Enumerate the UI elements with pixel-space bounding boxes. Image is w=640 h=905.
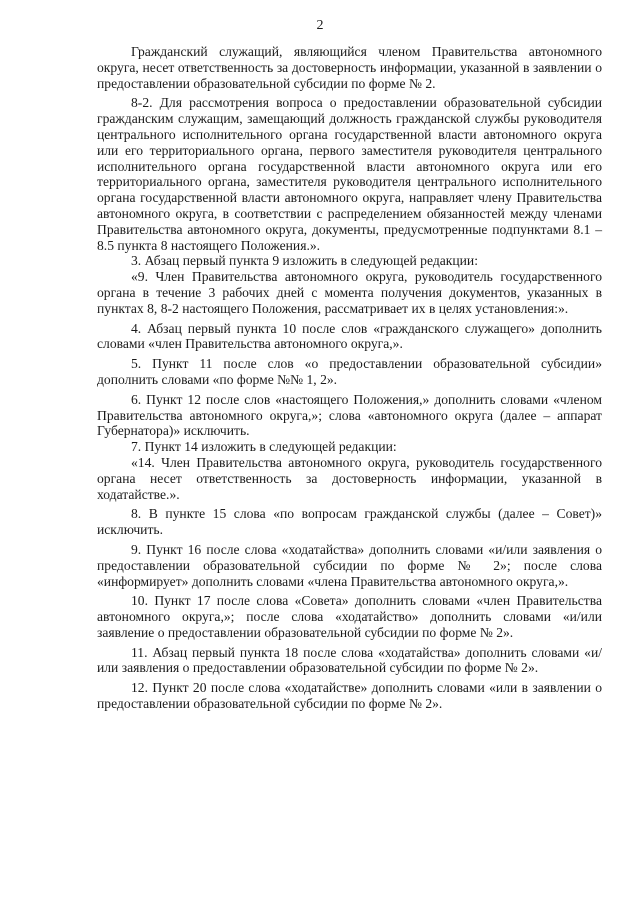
paragraph-amendment-4: 4. Абзац первый пункта 10 после слов «гражданского служащего» дополнить словами «член Правительства автономного округа,». (97, 320, 602, 352)
paragraph-amendment-11: 11. Абзац первый пункта 18 после слова «ходатайства» дополнить словами «и/или заявления о предоставлении образовательной субсидии по форме № 2». (97, 644, 602, 676)
document-body (97, 44, 602, 712)
page-number: 2 (316, 18, 324, 33)
paragraph-amendment-7: 7. Пункт 14 изложить в следующей редакции: (131, 439, 397, 455)
paragraph-point-14-text: «14. Член Правительства автономного округа, руководитель государственного органа несет ответственность за достоверность информации, указанной в ходатайстве.». (97, 454, 602, 502)
paragraph-amendment-3: 3. Абзац первый пункта 9 изложить в следующей редакции: (131, 253, 478, 269)
paragraph-civil-servant-responsibility: Гражданский служащий, являющийся членом Правительства автономного округа, несет ответственность за достоверность информации, указанной в заявлении о предоставлении образовательной субсидии по форме № 2. (97, 44, 602, 91)
paragraph-point-9-text: «9. Член Правительства автономного округа, руководитель государственного органа в течение 3 рабочих дней с момента получения документов, указанных в пунктах 8, 8-2 настоящего Положения, рассматривает их в целях установления:». (97, 269, 602, 316)
paragraph-amendment-8: 8. В пункте 15 слова «по вопросам гражданской службы (далее – Совет)» исключить. (97, 506, 602, 538)
paragraph-8-2: 8-2. Для рассмотрения вопроса о предоставлении образовательной субсидии гражданским служащим, замещающий должность гражданской службы руководителя центрального исполнительного органа государственной власти автономного округа или его территориального органа, первого заместителя руководителя центрального исполнительного органа государственной власти автономного округа или его территориального органа, заместителя руководителя центрального исполнительного органа государственной власти автономного округа, направляет члену Правительства автономного округа, в соответствии с распределением обязанностей между членами Правительства автономного округа, документы, предусмотренные подпунктами 8.1 – 8.5 пункта 8 настоящего Положения.». (97, 95, 602, 253)
paragraph-amendment-12: 12. Пункт 20 после слова «ходатайстве» дополнить словами «или в заявлении о предоставлении образовательной субсидии по форме № 2». (97, 680, 602, 712)
paragraph-amendment-10: 10. Пункт 17 после слова «Совета» дополнить словами «член Правительства автономного округа,»; после слова «ходатайство» дополнить словами «и/или заявление о предоставлении образовательной субсидии по форме № 2». (97, 593, 602, 640)
paragraph-amendment-9: 9. Пункт 16 после слова «ходатайства» дополнить словами «и/или заявления о предоставлении образовательной субсидии по форме № 2»; после слова «информирует» дополнить словами «члена Правительства автономного округа,». (97, 541, 602, 589)
paragraph-amendment-5: 5. Пункт 11 после слов «о предоставлении образовательной субсидии» дополнить словами «по форме №№ 1, 2». (97, 356, 602, 387)
paragraph-amendment-6: 6. Пункт 12 после слов «настоящего Положения,» дополнить словами «членом Правительства автономного округа,»; слова «автономного округа (далее – аппарат Губернатора)» исключить. (97, 391, 602, 439)
